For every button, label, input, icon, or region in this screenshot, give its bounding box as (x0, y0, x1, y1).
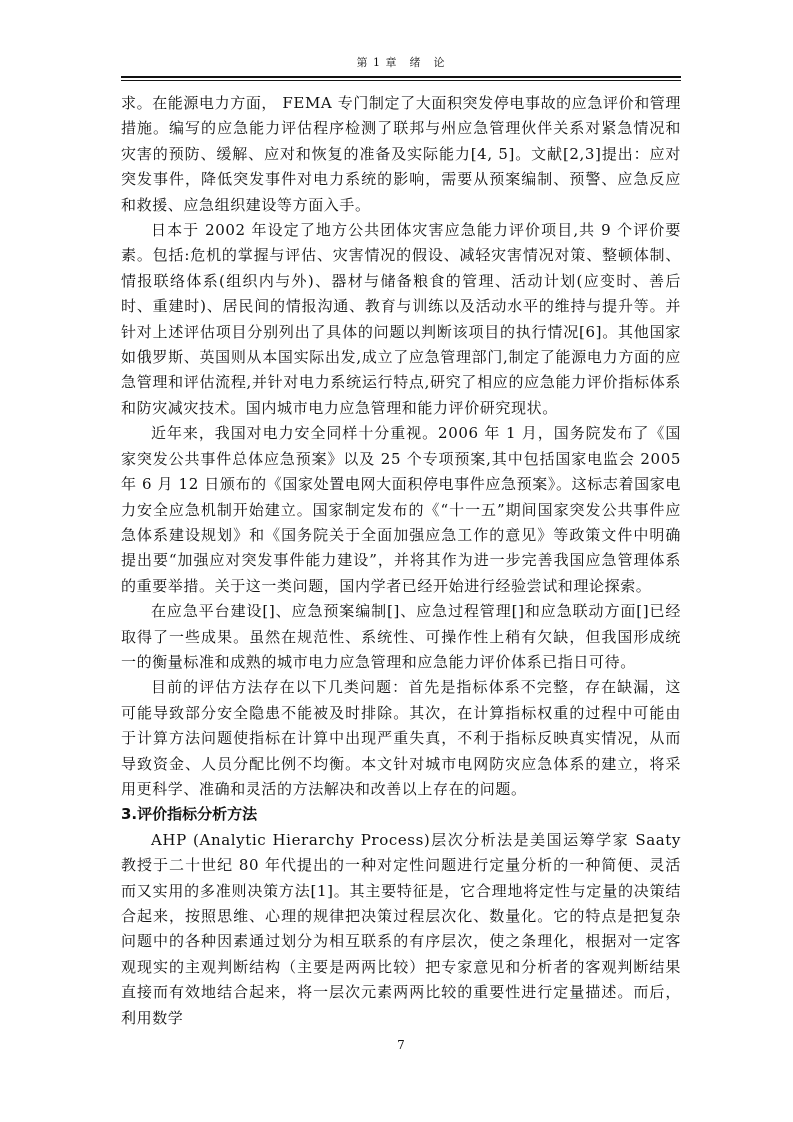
paragraph-platform: 在应急平台建设[]、应急预案编制[]、应急过程管理[]和应急联动方面[]已经取得了一些成果。虽然在规范性、系统性、可操作性上稍有欠缺，但我国形成统一的衡量标准和成熟的城市电力应急管理和应急能力评价体系已指日可待。 (121, 602, 681, 671)
section-heading: 3.评价指标分析方法 (121, 805, 258, 824)
running-header: 第 1 章 绪 论 (356, 56, 446, 69)
header-rule-thin (121, 80, 681, 81)
header-rule-thick (121, 76, 681, 78)
page-number: 7 (397, 1038, 405, 1052)
paragraph-continued: 求。在能源电力方面， FEMA 专门制定了大面积突发停电事故的应急评价和管理措施。编写的应急能力评估程序检测了联邦与州应急管理伙伴关系对紧急情况和灾害的预防、缓解、应对和恢复的准备及实际能力[4, 5]。文献[2,3]提出：应对突发事件，降低突发事件对电力系统的影响，需要从预案编制、预警、应急反应和救援、应急组织建设等方面入手。 (121, 94, 681, 214)
paragraph-problems: 目前的评估方法存在以下几类问题：首先是指标体系不完整，存在缺漏，这可能导致部分安全隐患不能被及时排除。其次，在计算指标权重的过程中可能由于计算方法问题使指标在计算中出现严重失真，不利于指标反映真实情况，从而导致资金、人员分配比例不均衡。本文针对城市电网防灾应急体系的建立，将采用更科学、准确和灵活的方法解决和改善以上存在的问题。 (121, 678, 681, 798)
page-body (121, 91, 681, 1031)
paragraph-ahp: AHP (Analytic Hierarchy Process)层次分析法是美国运筹学家 Saaty 教授于二十世纪 80 年代提出的一种对定性问题进行定量分析的一种简便、灵活而又实用的多准则决策方法[1]。其主要特征是，它合理地将定性与定量的决策结合起来，按照思维、心理的规律把决策过程层次化、数量化。它的特点是把复杂问题中的各种因素通过划分为相互联系的有序层次，使之条理化，根据对一定客观现实的主观判断结构（主要是两两比较）把专家意见和分析者的客观判断结果直接而有效地结合起来，将一层次元素两两比较的重要性进行定量描述。而后，利用数学 (121, 830, 681, 1027)
paragraph-china-recent: 近年来，我国对电力安全同样十分重视。2006 年 1 月，国务院发布了《国家突发公共事件总体应急预案》以及 25 个专项预案,其中包括国家电监会 2005 年 6 月 12 日颁布的《国家处置电网大面积停电事件应急预案》。这标志着国家电力安全应急机制开始建立。国家制定发布的《“十一五”期间国家突发公共事件应急体系建设规划》和《国务院关于全面加强应急工作的意见》等政策文件中明确提出要“加强应对突发事件能力建设”，并将其作为进一步完善我国应急管理体系的重要举措。关于这一类问题，国内学者已经开始进行经验尝试和理论探索。 (121, 424, 681, 595)
paragraph-japan: 日本于 2002 年设定了地方公共团体灾害应急能力评价项目,共 9 个评价要素。包括:危机的掌握与评估、灾害情况的假设、减轻灾害情况对策、整顿体制、情报联络体系(组织内与外)、器材与储备粮食的管理、活动计划(应变时、善后时、重建时)、居民间的情报沟通、教育与训练以及活动水平的维持与提升等。并针对上述评估项目分别列出了具体的问题以判断该项目的执行情况[6]。其他国家如俄罗斯、英国则从本国实际出发,成立了应急管理部门,制定了能源电力方面的应急管理和评估流程,并针对电力系统运行特点,研究了相应的应急能力评价指标体系和防灾减灾技术。国内城市电力应急管理和能力评价研究现状。 (121, 221, 681, 417)
